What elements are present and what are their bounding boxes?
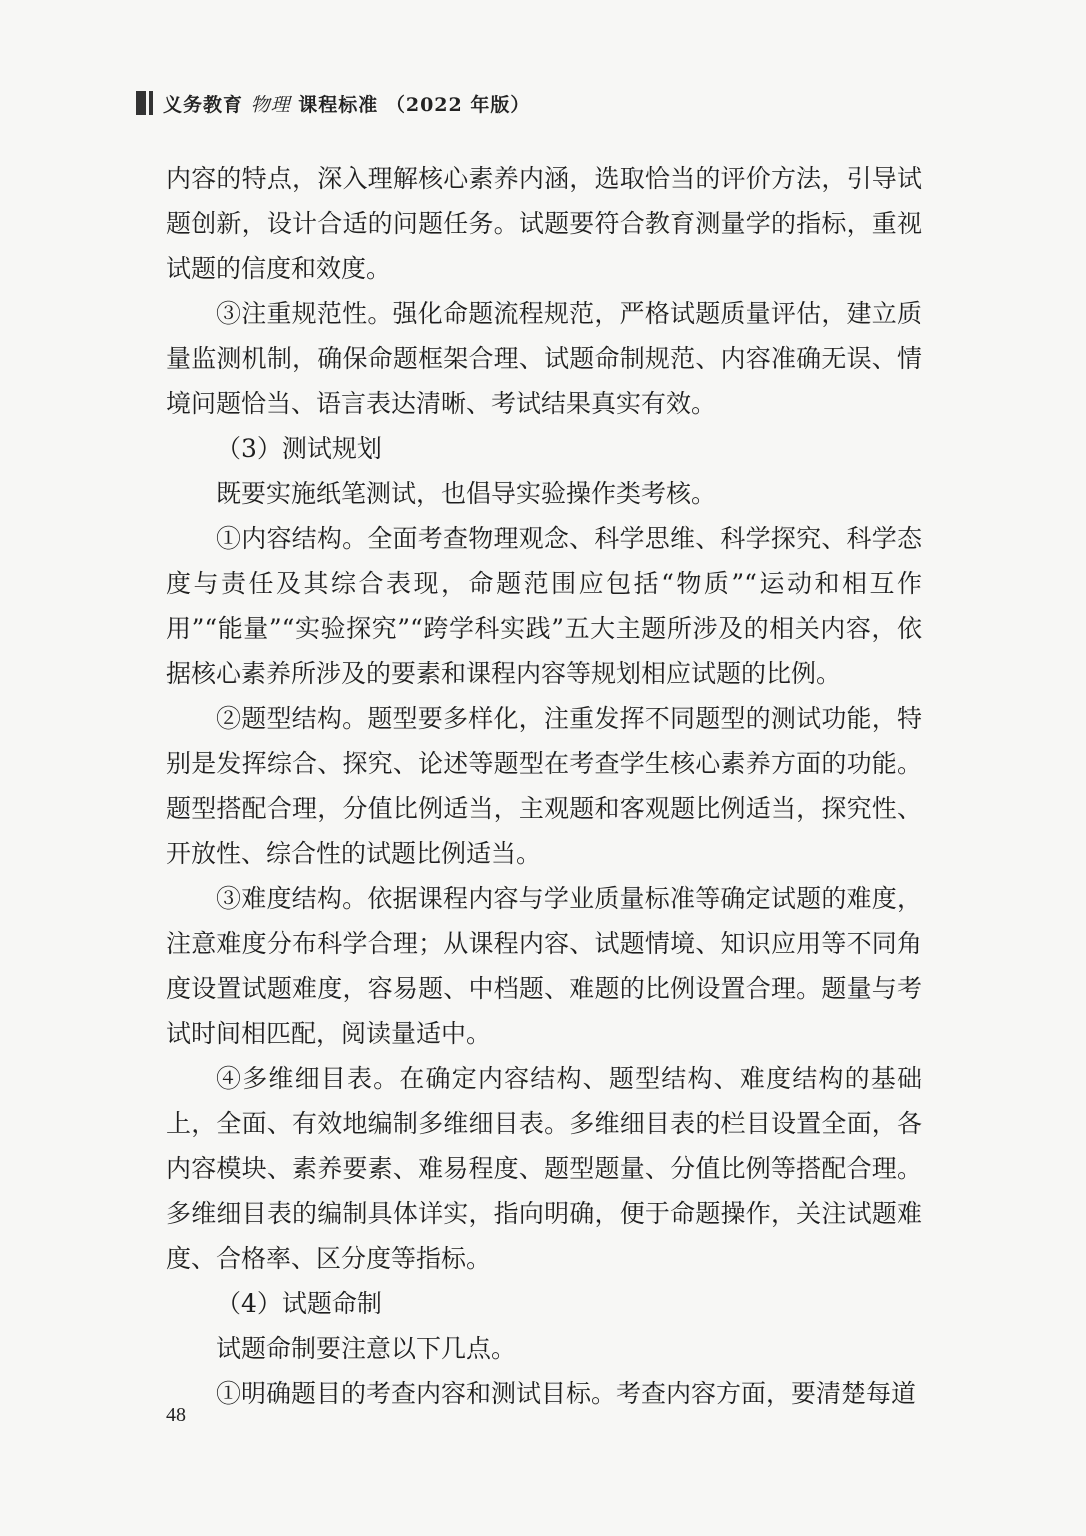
header-suffix: 课程标准 （2022 年版） [290, 93, 531, 116]
header-bar-icon [136, 91, 153, 115]
header-title [163, 90, 530, 117]
paragraph: ③注重规范性。强化命题流程规范，严格试题质量评估，建立质量监测机制，确保命题框架合理、试题命制规范、内容准确无误、情境问题恰当、语言表达清晰、考试结果真实有效。 [166, 299, 922, 418]
paragraph: ③难度结构。依据课程内容与学业质量标准等确定试题的难度，注意难度分布科学合理；从课程内容、试题情境、知识应用等不同角度设置试题难度，容易题、中档题、难题的比例设置合理。题量与考试时间相匹配，阅读量适中。 [166, 884, 922, 1048]
paragraph: 试题命制要注意以下几点。 [216, 1334, 517, 1363]
section-heading: （4）试题命制 [216, 1289, 382, 1318]
paragraph: ④多维细目表。在确定内容结构、题型结构、难度结构的基础上，全面、有效地编制多维细目表。多维细目表的栏目设置全面，各内容模块、素养要素、难易程度、题型题量、分值比例等搭配合理。多维细目表的编制具体详实，指向明确，便于命题操作，关注试题难度、合格率、区分度等指标。 [166, 1064, 922, 1273]
paragraph: ①内容结构。全面考查物理观念、科学思维、科学探究、科学态度与责任及其综合表现，命题范围应包括“物质”“运动和相互作用”“能量”“实验探究”“跨学科实践”五大主题所涉及的相关内容，依据核心素养所涉及的要素和课程内容等规划相应试题的比例。 [166, 524, 922, 688]
running-header [136, 88, 530, 118]
header-prefix: 义务教育 [163, 93, 251, 116]
body-text [166, 156, 922, 1416]
paragraph: 内容的特点，深入理解核心素养内涵，选取恰当的评价方法，引导试题创新，设计合适的问题任务。试题要符合教育测量学的指标，重视试题的信度和效度。 [166, 164, 922, 283]
paragraph: ②题型结构。题型要多样化，注重发挥不同题型的测试功能，特别是发挥综合、探究、论述等题型在考查学生核心素养方面的功能。题型搭配合理，分值比例适当，主观题和客观题比例适当，探究性、开放性、综合性的试题比例适当。 [166, 704, 922, 868]
page-number: 48 [166, 1404, 186, 1426]
section-heading: （3）测试规划 [216, 434, 382, 463]
paragraph: 既要实施纸笔测试，也倡导实验操作类考核。 [216, 479, 717, 508]
header-subject: 物理 [250, 93, 291, 116]
paragraph: ①明确题目的考查内容和测试目标。考查内容方面，要清楚每道 [216, 1379, 917, 1408]
